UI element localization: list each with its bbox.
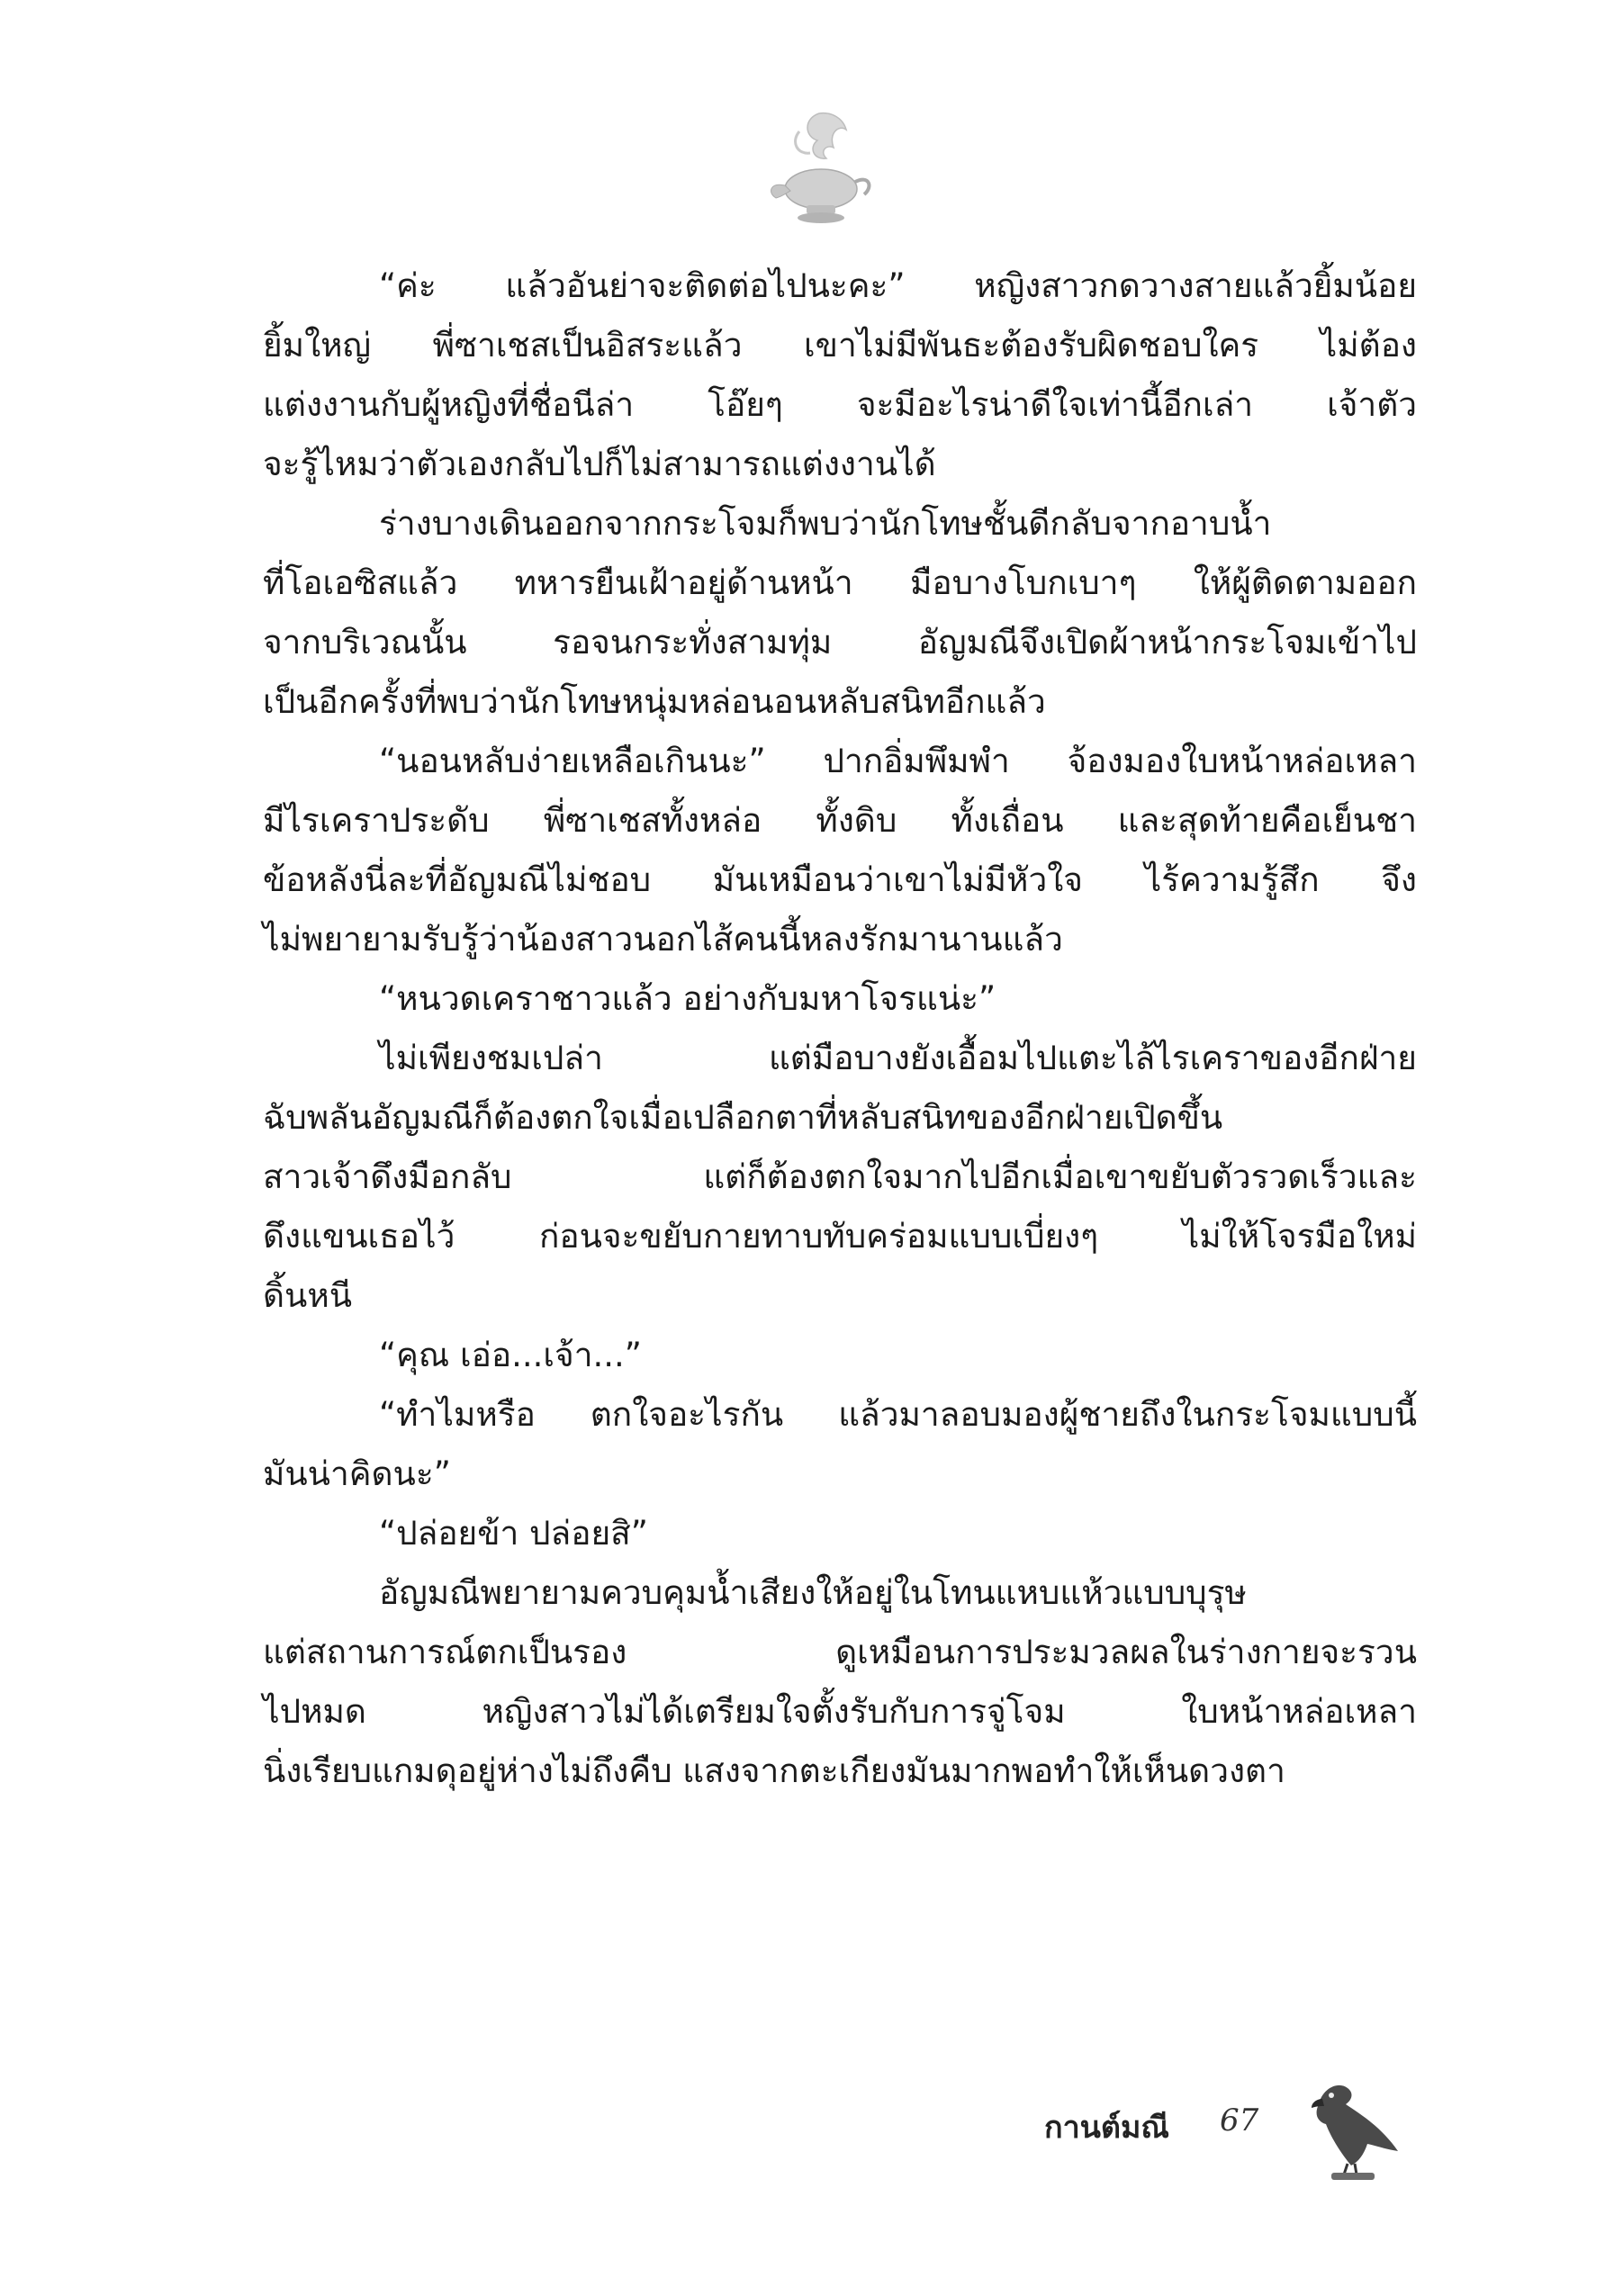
text-line: เป็นอีกครั้งที่พบว่านักโทษหนุ่มหล่อนอนหลับสนิทอีกแล้ว <box>263 682 1046 721</box>
paragraph <box>263 969 1417 1029</box>
text-line: ดึงแขนเธอไว้ ก่อนจะขยับกายทาบทับคร่อมแบบเบี่ยงๆ ไม่ให้โจรมือใหม่ <box>263 1217 1417 1256</box>
paragraph <box>263 494 1417 732</box>
paragraph <box>263 1504 1417 1563</box>
text-line: “ทำไมหรือ ตกใจอะไรกัน แล้วมาลอบมองผู้ชายถึงในกระโจมแบบนี้ <box>379 1395 1417 1434</box>
body-text <box>263 257 1417 1801</box>
text-line: ฉับพลันอัญมณีก็ต้องตกใจเมื่อเปลือกตาที่หลับสนิทของอีกฝ่ายเปิดขึ้น <box>263 1098 1223 1137</box>
text-line: ที่โอเอซิสแล้ว ทหารยืนเฝ้าอยู่ด้านหน้า มือบางโบกเบาๆ ให้ผู้ติดตามออก <box>263 563 1417 602</box>
text-line: “ปล่อยข้า ปล่อยสิ” <box>379 1514 648 1553</box>
paragraph <box>263 1385 1417 1504</box>
page-footer <box>1044 2068 1422 2203</box>
text-line: นิ่งเรียบแกมดุอยู่ห่างไม่ถึงคืบ แสงจากตะเกียงมันมากพอทำให้เห็นดวงตา <box>263 1751 1285 1790</box>
paragraph <box>263 1326 1417 1385</box>
text-line: สาวเจ้าดึงมือกลับ แต่ก็ต้องตกใจมากไปอีกเมื่อเขาขยับตัวรวดเร็วและ <box>263 1157 1417 1196</box>
paragraph <box>263 1563 1417 1801</box>
text-line: ดิ้นหนี <box>263 1276 353 1315</box>
text-line: ไม่พยายามรับรู้ว่าน้องสาวนอกไส้คนนี้หลงรักมานานแล้ว <box>263 920 1063 959</box>
text-line: มันน่าคิดนะ” <box>263 1454 451 1493</box>
text-line: ไปหมด หญิงสาวไม่ได้เตรียมใจตั้งรับกับการจู่โจม ใบหน้าหล่อเหลา <box>263 1692 1417 1731</box>
text-line: “หนวดเคราชาวแล้ว อย่างกับมหาโจรแน่ะ” <box>379 979 996 1018</box>
paragraph <box>263 732 1417 969</box>
paragraph <box>263 257 1417 494</box>
text-line: “คุณ เอ่อ...เจ้า...” <box>379 1336 642 1374</box>
book-title: กานต์มณี <box>1044 2110 1169 2146</box>
text-line: แต่สถานการณ์ตกเป็นรอง ดูเหมือนการประมวลผลในร่างกายจะรวน <box>263 1633 1417 1671</box>
text-line: ข้อหลังนี่ละที่อัญมณีไม่ชอบ มันเหมือนว่าเขาไม่มีหัวใจ ไร้ความรู้สึก จึง <box>263 860 1417 899</box>
page-number: 67 <box>1220 2102 1259 2138</box>
text-line: อัญมณีพยายามควบคุมน้ำเสียงให้อยู่ในโทนแหบแห้วแบบบุรุษ <box>379 1573 1247 1612</box>
genie-lamp-icon <box>763 106 880 232</box>
falcon-icon <box>1292 2068 1418 2185</box>
text-line: แต่งงานกับผู้หญิงที่ชื่อนีล่า โอ๊ยๆ จะมีอะไรน่าดีใจเท่านี้อีกเล่า เจ้าตัว <box>263 385 1417 424</box>
text-line: มีไรเคราประดับ พี่ซาเชสทั้งหล่อ ทั้งดิบ ทั้งเถื่อน และสุดท้ายคือเย็นชา <box>263 801 1417 840</box>
text-line: ไม่เพียงชมเปล่า แต่มือบางยังเอื้อมไปแตะไล้ไรเคราของอีกฝ่าย <box>379 1039 1417 1077</box>
text-line: ยิ้มใหญ่ พี่ซาเชสเป็นอิสระแล้ว เขาไม่มีพันธะต้องรับผิดชอบใคร ไม่ต้อง <box>263 326 1417 365</box>
text-line: “นอนหลับง่ายเหลือเกินนะ” ปากอิ่มพึมพำ จ้องมองใบหน้าหล่อเหลา <box>379 742 1417 780</box>
text-line: ร่างบางเดินออกจากกระโจมก็พบว่านักโทษชั้นดีกลับจากอาบน้ำ <box>379 504 1272 543</box>
text-line: “ค่ะ แล้วอันย่าจะติดต่อไปนะคะ” หญิงสาวกดวางสายแล้วยิ้มน้อย <box>379 266 1417 305</box>
text-line: จะรู้ไหมว่าตัวเองกลับไปก็ไม่สามารถแต่งงานได้ <box>263 445 936 483</box>
text-line: จากบริเวณนั้น รอจนกระทั่งสามทุ่ม อัญมณีจึงเปิดผ้าหน้ากระโจมเข้าไป <box>263 623 1417 662</box>
paragraph <box>263 1029 1417 1326</box>
